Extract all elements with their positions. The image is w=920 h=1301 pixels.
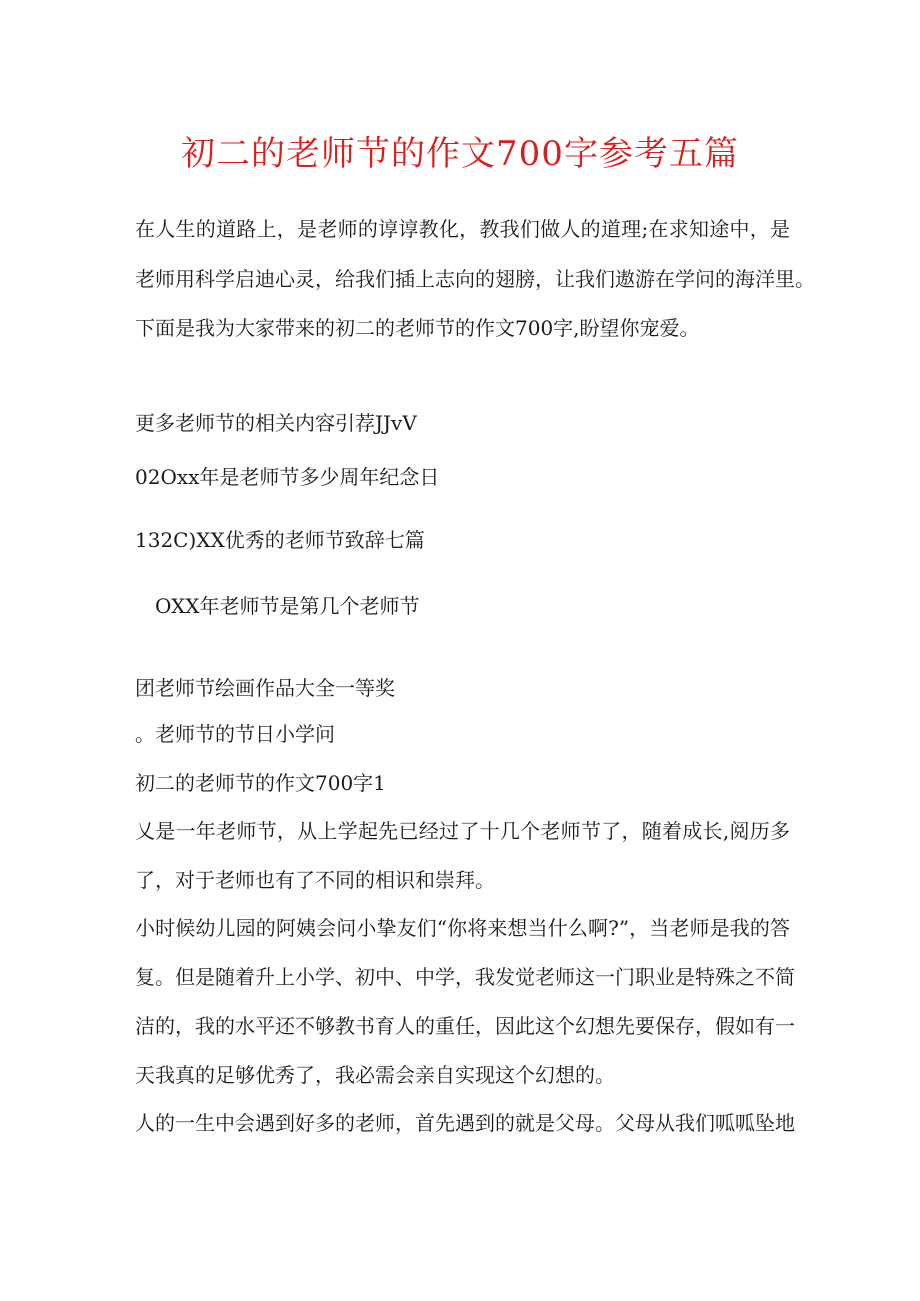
paragraph-line: 洁的，我的水平还不够教书育人的重任，因此这个幻想先要保存，假如有一 — [135, 1014, 795, 1038]
intro-line: 在人生的道路上，是老师的谆谆教化，教我们做人的道理;在求知途中，是 — [135, 217, 790, 241]
paragraph-line: 小时候幼儿园的阿姨会问小挚友们“你将来想当什么啊?”，当老师是我的答 — [135, 916, 790, 940]
paragraph-line: 了，对于老师也有了不同的相识和崇拜。 — [135, 868, 495, 892]
related-heading: 更多老师节的相关内容引荐JJvV — [135, 411, 417, 435]
paragraph-line: 乂是一年老师节，从上学起先已经过了十几个老师节了，随着成长,阅历多 — [135, 819, 790, 843]
paragraph-line: 人的一生中会遇到好多的老师，首先遇到的就是父母。父母从我们呱呱坠地 — [135, 1111, 795, 1135]
related-link[interactable]: 02Oxx年是老师节多少周年纪念日 — [135, 465, 440, 489]
document-title: 初二的老师节的作文700字参考五篇 — [181, 134, 739, 174]
intro-line: 下面是我为大家带来的初二的老师节的作文700字,盼望你宠爱。 — [135, 316, 700, 340]
related-link[interactable]: 团老师节绘画作品大全一等奖 — [135, 676, 395, 700]
paragraph-line: 复。但是随着升上小学、初中、中学，我发觉老师这一门职业是特殊之不简 — [135, 965, 795, 989]
related-link[interactable]: 。老师节的节日小学问 — [135, 722, 335, 746]
intro-line: 老师用科学启迪心灵，给我们插上志向的翅膀，让我们遨游在学问的海洋里。 — [135, 267, 815, 291]
related-link[interactable]: OXX年老师节是第几个老师节 — [155, 594, 420, 618]
paragraph-line: 天我真的足够优秀了，我必需会亲自实现这个幻想的。 — [135, 1063, 615, 1087]
related-link[interactable]: 132C)XX优秀的老师节致辞七篇 — [135, 528, 425, 552]
section-title: 初二的老师节的作文700字1 — [135, 771, 386, 795]
